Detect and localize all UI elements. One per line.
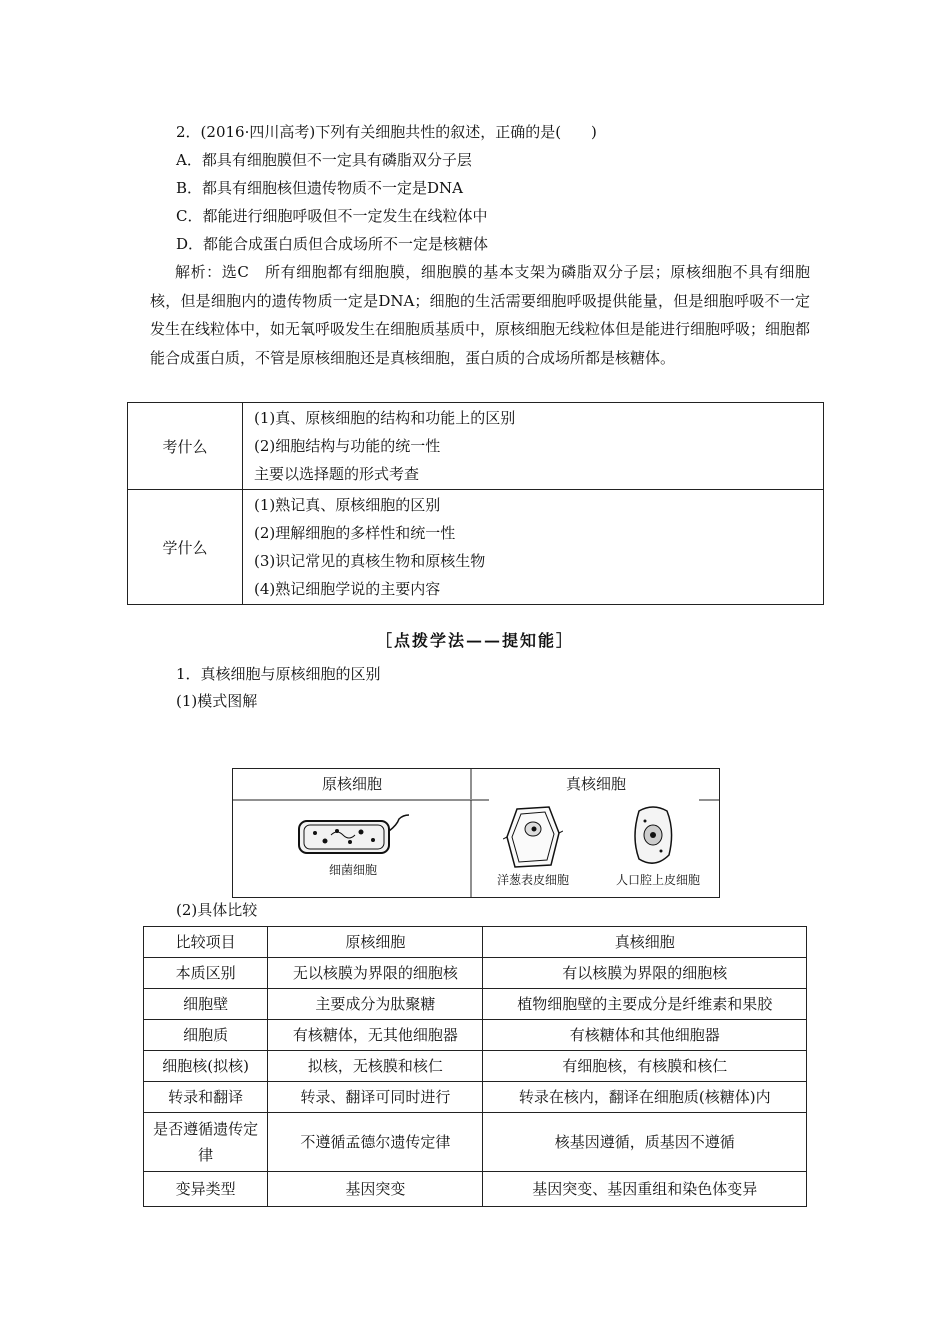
onion-cell-icon bbox=[503, 803, 563, 873]
summary-row-xue bbox=[128, 490, 824, 605]
bacterium-caption: 细菌细胞 bbox=[328, 863, 377, 877]
analysis-text: 解析：选C 所有细胞都有细胞膜，细胞膜的基本支架为磷脂双分子层；原核细胞不具有细胞核，但是细胞内的遗传物质一定是DNA；细胞的生活需要细胞呼吸提供能量，但是细胞呼吸不一定发生在线粒体中，如无氧呼吸发生在细胞质基质中，原核细胞无线粒体但是能进行细胞呼吸；细胞都能合成蛋白质，不管是原核细胞还是真核细胞，蛋白质的合成场所都是核糖体。 bbox=[150, 263, 811, 367]
table-row bbox=[144, 958, 807, 989]
table-cell: 主要成分为肽聚糖 bbox=[268, 989, 483, 1020]
table-cell: 有细胞核，有核膜和核仁 bbox=[483, 1051, 807, 1082]
summary-item: (1)熟记真、原核细胞的区别 bbox=[254, 496, 441, 514]
summary-item: (3)识记常见的真核生物和原核生物 bbox=[254, 552, 486, 570]
table-cell: 基因突变 bbox=[268, 1172, 483, 1207]
option-d: D．都能合成蛋白质但合成场所不一定是核糖体 bbox=[176, 235, 489, 253]
table-row bbox=[144, 1082, 807, 1113]
summary-item: (1)真、原核细胞的结构和功能上的区别 bbox=[254, 409, 516, 427]
table-row bbox=[144, 1172, 807, 1207]
table-row bbox=[144, 1020, 807, 1051]
compare-table bbox=[143, 926, 807, 1207]
summary-item: (2)理解细胞的多样性和统一性 bbox=[254, 524, 456, 542]
table-row bbox=[144, 1051, 807, 1082]
summary-head: 学什么 bbox=[128, 490, 243, 605]
option-c: C．都能进行细胞呼吸但不一定发生在线粒体中 bbox=[176, 207, 488, 225]
table-cell: 核基因遵循，质基因不遵循 bbox=[483, 1113, 807, 1172]
table-cell: 转录和翻译 bbox=[144, 1082, 268, 1113]
column-header: 比较项目 bbox=[144, 927, 268, 958]
summary-item: (2)细胞结构与功能的统一性 bbox=[254, 437, 441, 455]
table-cell: 细胞质 bbox=[144, 1020, 268, 1051]
table-cell: 不遵循孟德尔遗传定律 bbox=[268, 1113, 483, 1172]
point-heading: 1．真核细胞与原核细胞的区别 bbox=[176, 665, 381, 683]
prokaryote-header: 原核细胞 bbox=[321, 775, 382, 793]
onion-cell-caption: 洋葱表皮细胞 bbox=[496, 873, 569, 887]
table-cell: 有核糖体和其他细胞器 bbox=[483, 1020, 807, 1051]
cheek-cell-caption: 人口腔上皮细胞 bbox=[615, 873, 700, 887]
summary-table bbox=[127, 402, 824, 605]
column-header: 真核细胞 bbox=[483, 927, 807, 958]
option-a: A．都具有细胞膜但不一定具有磷脂双分子层 bbox=[176, 151, 472, 169]
summary-head: 考什么 bbox=[128, 403, 243, 490]
table-cell: 是否遵循遗传定律 bbox=[144, 1113, 268, 1172]
column-header: 原核细胞 bbox=[268, 927, 483, 958]
table-cell: 细胞核(拟核) bbox=[144, 1051, 268, 1082]
cell-diagram bbox=[232, 768, 720, 898]
table-row bbox=[144, 989, 807, 1020]
eukaryote-header: 真核细胞 bbox=[565, 775, 626, 793]
table-cell: 有以核膜为界限的细胞核 bbox=[483, 958, 807, 989]
table-cell: 细胞壁 bbox=[144, 989, 268, 1020]
cheek-cell-icon bbox=[629, 803, 677, 871]
table-header-row bbox=[144, 927, 807, 958]
section-title: ［点拨学法——提知能］ bbox=[375, 631, 574, 650]
option-b: B．都具有细胞核但遗传物质不一定是DNA bbox=[176, 179, 464, 197]
bacterium-icon bbox=[295, 813, 415, 859]
table-cell: 植物细胞壁的主要成分是纤维素和果胶 bbox=[483, 989, 807, 1020]
summary-item: 主要以选择题的形式考查 bbox=[254, 465, 420, 483]
table-cell: 转录、翻译可同时进行 bbox=[268, 1082, 483, 1113]
table-cell: 基因突变、基因重组和染色体变异 bbox=[483, 1172, 807, 1207]
table-cell: 本质区别 bbox=[144, 958, 268, 989]
table-cell: 拟核，无核膜和核仁 bbox=[268, 1051, 483, 1082]
table-cell: 无以核膜为界限的细胞核 bbox=[268, 958, 483, 989]
summary-item: (4)熟记细胞学说的主要内容 bbox=[254, 580, 441, 598]
table-cell: 转录在核内，翻译在细胞质(核糖体)内 bbox=[483, 1082, 807, 1113]
table-cell: 变异类型 bbox=[144, 1172, 268, 1207]
question-stem: 2．(2016·四川高考)下列有关细胞共性的叙述，正确的是( ) bbox=[176, 123, 597, 141]
sub-heading: (2)具体比较 bbox=[176, 901, 258, 919]
table-row bbox=[144, 1113, 807, 1172]
summary-row-kao bbox=[128, 403, 824, 490]
table-cell: 有核糖体，无其他细胞器 bbox=[268, 1020, 483, 1051]
sub-heading: (1)模式图解 bbox=[176, 692, 258, 710]
